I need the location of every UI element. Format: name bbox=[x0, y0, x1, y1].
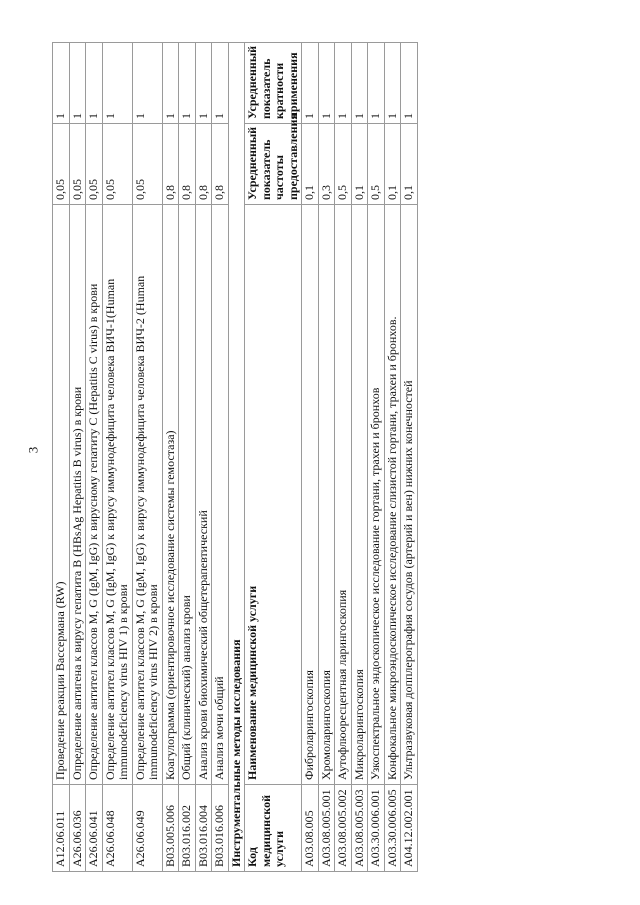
cell-code: B03.016.002 bbox=[179, 785, 196, 872]
cell-freq: 0,05 bbox=[86, 124, 103, 205]
cell-mult: 1 bbox=[195, 43, 212, 124]
header-freq: Усредненный показатель частоты предоставления bbox=[245, 124, 302, 205]
cell-mult: 1 bbox=[179, 43, 196, 124]
header-code: Код медицинской услуги bbox=[245, 785, 302, 872]
section-row bbox=[228, 43, 245, 872]
cell-mult: 1 bbox=[162, 43, 179, 124]
cell-mult: 1 bbox=[302, 43, 319, 124]
table-row bbox=[384, 43, 401, 872]
table-row bbox=[318, 43, 335, 872]
cell-name: Определение антител классов M, G (IgM, IgG) к вирусу иммунодефицита человека ВИЧ-2 (Human immunodeficiency virus HIV 2) в крови bbox=[132, 205, 162, 785]
cell-mult: 1 bbox=[351, 43, 368, 124]
cell-mult: 1 bbox=[368, 43, 385, 124]
table-row bbox=[302, 43, 319, 872]
table-row bbox=[335, 43, 352, 872]
cell-freq: 0,05 bbox=[102, 124, 132, 205]
table-row bbox=[132, 43, 162, 872]
cell-mult: 1 bbox=[102, 43, 132, 124]
cell-name: Общий (клинический) анализ крови bbox=[179, 205, 196, 785]
cell-freq: 0,1 bbox=[351, 124, 368, 205]
cell-code: A03.08.005.003 bbox=[351, 785, 368, 872]
cell-code: A03.08.005 bbox=[302, 785, 319, 872]
cell-code: A03.08.005.001 bbox=[318, 785, 335, 872]
cell-name: Аутофлюоресцентная ларингоскопия bbox=[335, 205, 352, 785]
header-name: Наименование медицинской услуги bbox=[245, 205, 302, 785]
cell-freq: 0,8 bbox=[195, 124, 212, 205]
services-table bbox=[52, 42, 418, 872]
table-row bbox=[179, 43, 196, 872]
cell-code: B03.016.006 bbox=[212, 785, 229, 872]
cell-code: A04.12.002.001 bbox=[401, 785, 418, 872]
cell-mult: 1 bbox=[86, 43, 103, 124]
table-body-lab bbox=[53, 43, 229, 872]
cell-mult: 1 bbox=[318, 43, 335, 124]
rotated-table-container bbox=[52, 42, 418, 872]
cell-name: Анализ крови биохимический общетерапевтический bbox=[195, 205, 212, 785]
cell-mult: 1 bbox=[335, 43, 352, 124]
cell-mult: 1 bbox=[212, 43, 229, 124]
cell-freq: 0,1 bbox=[401, 124, 418, 205]
cell-mult: 1 bbox=[384, 43, 401, 124]
table-row bbox=[368, 43, 385, 872]
cell-name: Узкоспектральное эндоскопическое исследование гортани, трахеи и бронхов bbox=[368, 205, 385, 785]
cell-code: A26.06.041 bbox=[86, 785, 103, 872]
header-mult: Усредненный показатель кратности применения bbox=[245, 43, 302, 124]
cell-name: Определение антител классов M, G (IgM, IgG) к вирусу иммунодефицита человека ВИЧ-1(Human immunodeficiency virus HIV 1) в крови bbox=[102, 205, 132, 785]
cell-code: A26.06.049 bbox=[132, 785, 162, 872]
cell-freq: 0,8 bbox=[162, 124, 179, 205]
cell-mult: 1 bbox=[53, 43, 70, 124]
table-row bbox=[162, 43, 179, 872]
header-row bbox=[245, 43, 302, 872]
cell-mult: 1 bbox=[132, 43, 162, 124]
cell-freq: 0,3 bbox=[318, 124, 335, 205]
cell-code: B03.016.004 bbox=[195, 785, 212, 872]
cell-name: Определение антител классов M, G (IgM, IgG) к вирусному гепатиту C (Hepatitis C virus) в крови bbox=[86, 205, 103, 785]
cell-mult: 1 bbox=[69, 43, 86, 124]
cell-freq: 0,05 bbox=[132, 124, 162, 205]
table-row bbox=[69, 43, 86, 872]
cell-freq: 0,05 bbox=[53, 124, 70, 205]
cell-freq: 0,8 bbox=[212, 124, 229, 205]
cell-mult: 1 bbox=[401, 43, 418, 124]
cell-code: A12.06.011 bbox=[53, 785, 70, 872]
table-row bbox=[401, 43, 418, 872]
page-number: 3 bbox=[25, 446, 41, 454]
cell-code: A26.06.036 bbox=[69, 785, 86, 872]
cell-freq: 0,1 bbox=[384, 124, 401, 205]
cell-name: Определение антигена к вирусу гепатита B (HBsAg Hepatitis B virus) в крови bbox=[69, 205, 86, 785]
cell-name: Микроларингоскопия bbox=[351, 205, 368, 785]
cell-code: A26.06.048 bbox=[102, 785, 132, 872]
cell-name: Анализ мочи общий bbox=[212, 205, 229, 785]
table-row bbox=[86, 43, 103, 872]
cell-freq: 0,5 bbox=[335, 124, 352, 205]
cell-freq: 0,05 bbox=[69, 124, 86, 205]
cell-code: A03.30.006.005 bbox=[384, 785, 401, 872]
cell-name: Коагулограмма (ориентировочное исследование системы гемостаза) bbox=[162, 205, 179, 785]
cell-freq: 0,5 bbox=[368, 124, 385, 205]
cell-code: B03.005.006 bbox=[162, 785, 179, 872]
table-row bbox=[102, 43, 132, 872]
table-body-instrumental bbox=[302, 43, 418, 872]
cell-name: Ультразвуковая допплерография сосудов (артерий и вен) нижних конечностей bbox=[401, 205, 418, 785]
cell-name: Хромоларингоскопия bbox=[318, 205, 335, 785]
cell-name: Конфокальное микроэндоскопическое исследование слизистой гортани, трахеи и бронхов. bbox=[384, 205, 401, 785]
cell-name: Проведение реакции Вассермана (RW) bbox=[53, 205, 70, 785]
table-row bbox=[212, 43, 229, 872]
table-row bbox=[53, 43, 70, 872]
table-row bbox=[351, 43, 368, 872]
section-title: Инструментальные методы исследования bbox=[228, 43, 245, 872]
cell-freq: 0,1 bbox=[302, 124, 319, 205]
cell-freq: 0,8 bbox=[179, 124, 196, 205]
cell-code: A03.08.005.002 bbox=[335, 785, 352, 872]
cell-name: Фиброларингоскопия bbox=[302, 205, 319, 785]
cell-code: A03.30.006.001 bbox=[368, 785, 385, 872]
table-row bbox=[195, 43, 212, 872]
